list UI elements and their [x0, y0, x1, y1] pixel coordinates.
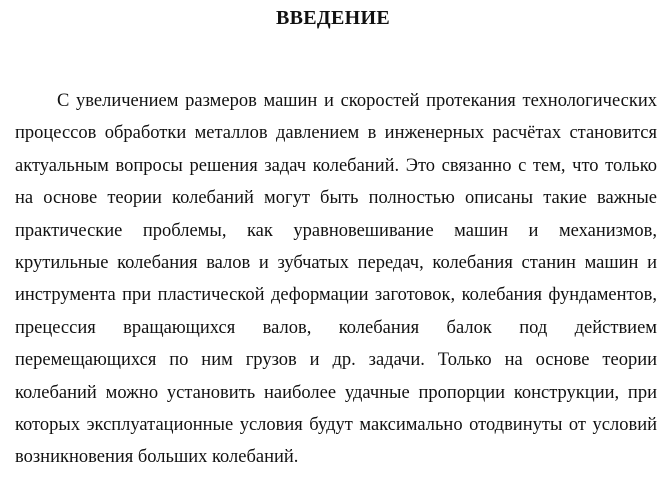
- paragraph-line: возникновения больших колебаний.: [15, 447, 299, 468]
- paragraph-line: инструмента при пластической деформации заготовок, колебания фундаментов,: [15, 285, 657, 306]
- paragraph-line: прецессия вращающихся валов, колебания балок под действием: [15, 317, 657, 338]
- page-title: ВВЕДЕНИЕ: [276, 7, 390, 29]
- paragraph-line: на основе теории колебаний могут быть полностью описаны такие важные: [15, 188, 657, 209]
- paragraph-line: крутильные колебания валов и зубчатых передач, колебания станин машин и: [15, 252, 657, 273]
- paragraph-line: С увеличением размеров машин и скоростей протекания технологических: [57, 91, 657, 111]
- paragraph-line: процессов обработки металлов давлением в инженерных расчётах становится: [15, 123, 657, 144]
- paragraph: [15, 89, 657, 478]
- paragraph-line: перемещающихся по ним грузов и др. задачи. Только на основе теории: [15, 350, 657, 371]
- paragraph-line: которых эксплуатационные условия будут максимально отодвинуты от условий: [15, 414, 657, 435]
- paragraph-line: актуальным вопросы решения задач колебаний. Это связанно с тем, что только: [15, 155, 657, 176]
- paragraph-line: колебаний можно установить наиболее удачные пропорции конструкции, при: [15, 382, 657, 403]
- paragraph-line: практические проблемы, как уравновешивание машин и механизмов,: [15, 220, 657, 241]
